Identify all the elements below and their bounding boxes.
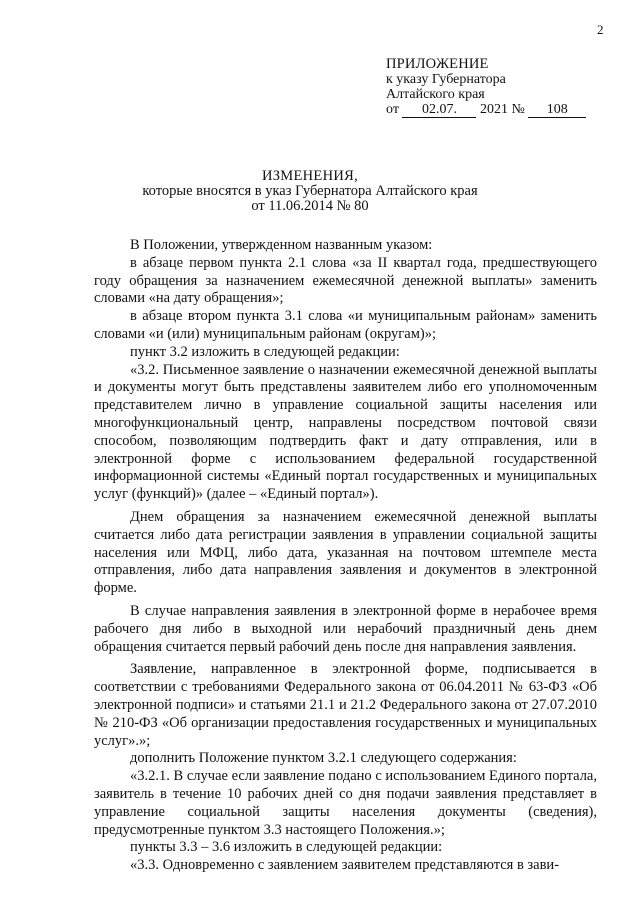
paragraph: в абзаце первом пункта 2.1 слова «за II квартал года, предшествующего году обращения за назначением ежемесячной денежной выплаты» заменить словами «на дату обращения»; [94, 254, 597, 307]
paragraph: В случае направления заявления в электронной форме в нерабочее время рабочего дня либо в выходной или нерабочий праздничный день днем обращения считается первый рабочий день после дня направления заявления. [94, 602, 597, 655]
changes-heading-block [100, 169, 520, 214]
paragraph: пункты 3.3 – 3.6 изложить в следующей редакции: [130, 839, 443, 856]
paragraph: пункт 3.2 изложить в следующей редакции: [130, 343, 400, 360]
decree-year: 2021 № [479, 102, 525, 117]
decree-number: 108 [528, 102, 586, 118]
paragraph: «3.2. Письменное заявление о назначении ежемесячной денежной выплаты и документы могут быть представлены заявителем либо его уполномоченным представителем лично в управление социальной защиты населения или многофункциональный центр, направлены посредством почтовой связи способом, позволяющим подтвердить факт и дату отправления, или в электронной форме с использованием федеральной государственной информационной системы «Единый портал государственных и муниципальных услуг (функций)» (далее – «Единый портал»). [94, 361, 597, 503]
changes-heading: ИЗМЕНЕНИЯ, [261, 168, 359, 184]
paragraph: Заявление, направленное в электронной форме, подписывается в соответствии с требованиями Федерального закона от 06.04.2011 № 63-ФЗ «Об электронной подписи» и статьями 21.1 и 21.2 Федерального закона от 27.07.2010 № 210-ФЗ «Об организации предоставления государственных и муниципальных услуг».»; [94, 661, 597, 749]
decree-date: 02.07. [402, 102, 476, 118]
document-body [94, 237, 597, 875]
date-prefix: от [386, 102, 399, 117]
changes-subtitle: которые вносятся в указ Губернатора Алтайского края [142, 183, 478, 199]
appendix-title: ПРИЛОЖЕНИЕ [386, 56, 489, 72]
paragraph: в абзаце втором пункта 3.1 слова «и муниципальным районам» заменить словами «и (или) муниципальным районам (округам)»; [94, 308, 597, 342]
appendix-region-line: Алтайского края [386, 87, 485, 102]
appendix-decree-line: к указу Губернатора [386, 72, 506, 87]
paragraph: «3.3. Одновременно с заявлением заявителем представляются в зави- [130, 857, 560, 874]
appendix-date-line [386, 102, 586, 118]
page-number: 2 [597, 22, 604, 37]
appendix-block [386, 57, 586, 118]
paragraph: В Положении, утвержденном названным указом: [130, 237, 433, 253]
paragraph: «3.2.1. В случае если заявление подано с использованием Единого портала, заявитель в течение 10 рабочих дней со дня подачи заявления представляет в управление социальной защиты населения документы (сведения), предусмотренные пунктом 3.3 настоящего Положения.»; [94, 768, 597, 838]
paragraph: дополнить Положение пунктом 3.2.1 следующего содержания: [130, 750, 517, 767]
paragraph: Днем обращения за назначением ежемесячной денежной выплаты считается либо дата регистрации заявления в управлении социальной защиты населения или МФЦ, либо дата, указанная на почтовом штемпеле места отправления, либо дата направления заявления и документов в электронной форме. [94, 508, 597, 597]
changes-subtitle-date: от 11.06.2014 № 80 [251, 198, 369, 214]
